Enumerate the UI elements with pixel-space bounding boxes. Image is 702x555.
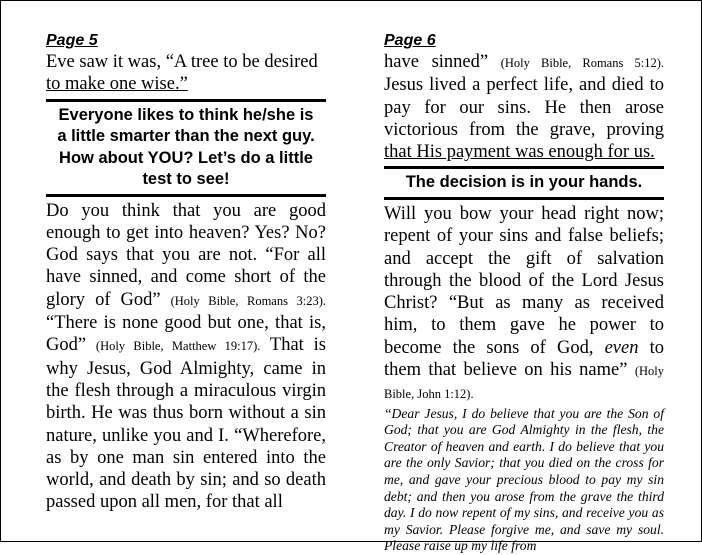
body-text-2: “There is none good but one, that is, God” [46,313,326,356]
scripture-ref-romans-5-12: (Holy Bible, Romans 5:12). [500,56,664,70]
page-number: Page 5 [46,32,98,49]
page-number: Page 6 [384,32,436,49]
intro-text [46,51,326,96]
body-paragraph-top [384,51,664,163]
page-5 [46,31,326,514]
scripture-ref-john-1-12: (Holy Bible, John 1:12). [384,364,664,402]
body-paragraph [384,203,664,406]
page-6 [384,31,664,555]
body-text-0b: Jesus lived a perfect life, and died to pay for our sins. He then arose victorious from the grave, proving [384,75,664,140]
divider-bottom [46,194,326,197]
intro-line-1: Eve saw it was, “A tree to be desired [46,52,318,72]
body-text-1a: Will you bow your head right now; repent of your sins and false beliefs; and accept the gift of salvation through the blood of the Lord Jesus Christ? “But as many as received him, to them gave he power to become the sons of God, [384,203,664,358]
divider-top [384,166,664,169]
divider-top [46,99,326,102]
callout-heading: The decision is in your hands. [405,173,643,192]
callout-heading: Everyone likes to think he/she is a little smarter than the next guy. How about YOU? Let’s do a little test to see! [57,105,315,189]
body-paragraph [46,200,326,514]
scripture-ref-matthew-19-17: (Holy Bible, Matthew 19:17). [95,339,261,354]
prayer-text: “Dear Jesus, I do believe that you are the Son of God; that you are God Almighty in the flesh, the Creator of heaven and earth. I do believe that you are the only Savior; that you died on the cross for me, and gave your precious blood to pay my sin debt; and then you arose from the grave the third day. I do now repent of my sins, and receive you as my Savior. Please forgive me, and save my soul. Please raise up my life from [384,405,664,554]
body-text-0a: have sinned” [384,52,489,72]
body-text-1: Do you think that you are good enough to get into heaven? Yes? No? God says that you are not. “For all have sinned, and come short of the glory of God” [46,200,326,310]
body-text-0c: that His payment was enough for us. [384,142,655,163]
body-text-even: even [604,337,639,358]
scripture-ref-romans-3-23: (Holy Bible, Romans 3:23). [170,293,326,308]
body-text-3: That is why Jesus, God Almighty, came in the flesh through a miraculous virgin birth. He was thus born without a sin nature, unlike you and I. “Wherefore, as by one man sin entered into the world, and death by sin; and so death passed upon all men, for that all [46,335,326,513]
intro-line-2: to make one wise.” [46,74,188,95]
body-text-1b: to them that believe on his name” [384,337,665,381]
divider-bottom [384,197,664,200]
